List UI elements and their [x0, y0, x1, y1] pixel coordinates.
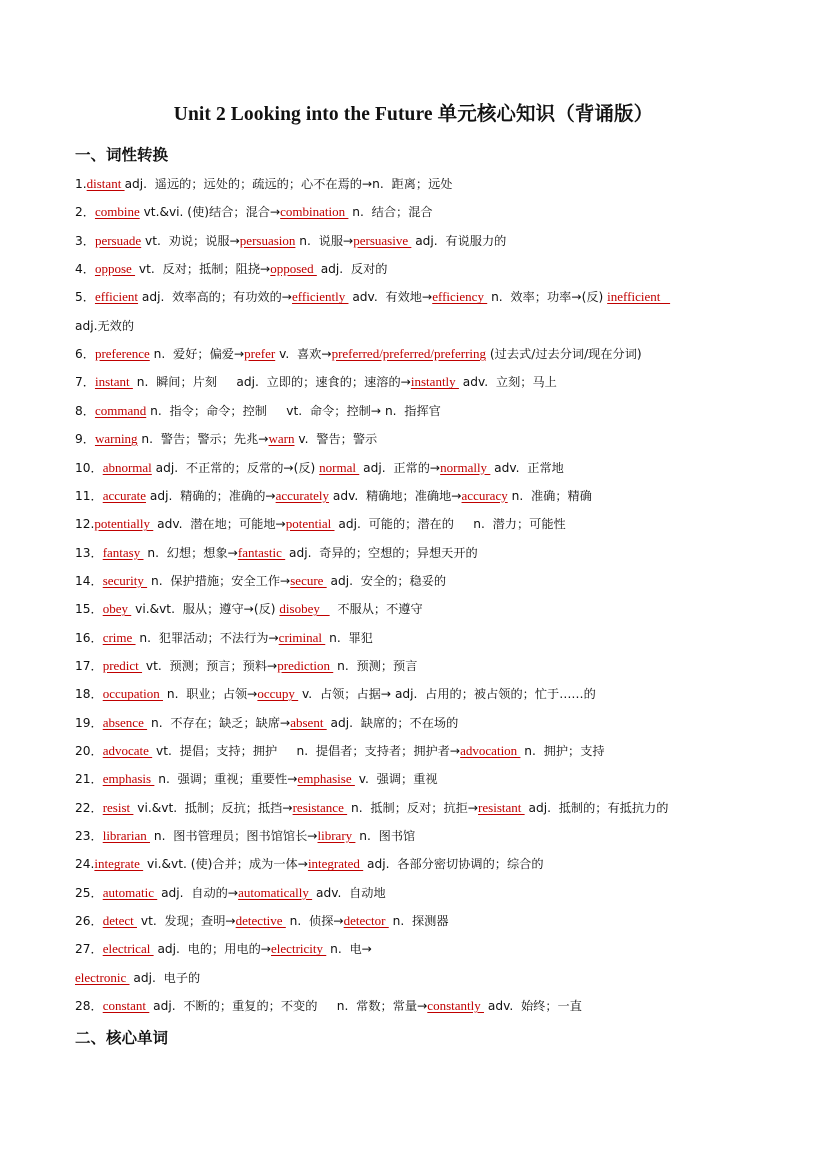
- definition-text: n. 预测；预言: [333, 658, 418, 673]
- list-item: [75, 743, 605, 759]
- answer-word: accurately: [275, 487, 330, 503]
- answer-word: obey: [102, 601, 132, 617]
- answer-word: advocate: [102, 743, 153, 758]
- definition-text: adv. 立刻；马上: [458, 375, 557, 390]
- list-item: [75, 828, 415, 844]
- definition-text: n. 瞬间；片刻 adj. 立即的；速食的；速溶的→: [132, 375, 411, 390]
- list-item: [75, 715, 458, 731]
- definition-text: 17．: [75, 658, 103, 673]
- list-item: [75, 516, 566, 532]
- answer-word: automatic: [102, 884, 158, 900]
- answer-word: crime: [102, 629, 136, 645]
- definition-text: vt. 发现；查明→: [137, 914, 236, 929]
- list-item: [75, 488, 592, 504]
- definition-text: n. 侦探→: [285, 914, 344, 929]
- list-item: [75, 545, 478, 561]
- answer-word: emphasise: [297, 771, 355, 787]
- list-item: [75, 658, 417, 674]
- definition-text: n. 抵制；反对；抗拒→: [347, 800, 479, 815]
- definition-text: 13．: [75, 545, 103, 560]
- definition-text: vi.&vt. (使)合并；成为一体→: [143, 857, 308, 872]
- answer-word: predict: [102, 657, 143, 673]
- answer-word: disobey: [279, 601, 330, 617]
- definition-text: 16．: [75, 630, 103, 645]
- definition-text: adj. 奇异的；空想的；异想天开的: [285, 545, 478, 560]
- definition-text: n. 爱好；偏爱→: [149, 347, 245, 362]
- answer-word: instant: [94, 374, 133, 390]
- definition-text: adj. 有说服力的: [411, 233, 507, 248]
- answer-word: efficient: [94, 289, 139, 305]
- definition-text: adj. 不正常的；反常的→(反): [151, 460, 320, 475]
- definition-text: adv. 正常地: [490, 460, 564, 475]
- list-item: [75, 913, 449, 929]
- answer-word: fantasy: [102, 544, 144, 560]
- definition-text: v. 强调；重视: [354, 772, 438, 787]
- definition-text: adj. 电子的: [129, 970, 201, 985]
- answer-word: distant: [86, 176, 125, 191]
- definition-text: 7．: [75, 375, 95, 390]
- answer-word: combination: [280, 204, 349, 220]
- answer-word: constantly: [427, 998, 484, 1014]
- answer-word: automatically: [238, 884, 313, 900]
- answer-word: occupy: [257, 686, 299, 702]
- definition-text: n. 幻想；想象→: [143, 545, 238, 560]
- definition-text: 不服从；不遵守: [329, 602, 423, 617]
- answer-word: opposed: [270, 261, 317, 277]
- answer-word: prefer: [244, 346, 276, 362]
- answer-word: oppose: [94, 261, 136, 277]
- definition-text: 6．: [75, 347, 95, 362]
- answer-word: normally: [440, 459, 491, 475]
- page-title: Unit 2 Looking into the Future 单元核心知识（背诵版）: [173, 104, 654, 125]
- definition-text: 12.: [75, 517, 95, 532]
- definition-text: 27．: [75, 942, 103, 957]
- definition-text: 19．: [75, 715, 103, 730]
- answer-word: resistance: [292, 799, 348, 815]
- answer-word: detector: [343, 913, 389, 929]
- answer-word: electrical: [102, 941, 154, 957]
- definition-text: adj.无效的: [75, 318, 135, 333]
- answer-word: warning: [94, 431, 138, 447]
- definition-text: vi.&vt. 服从；遵守→(反): [131, 602, 280, 617]
- definition-text: adj. 自动的→: [157, 885, 239, 900]
- definition-text: adj. 各部分密切协调的；综合的: [363, 857, 544, 872]
- answer-word: criminal: [278, 629, 326, 645]
- definition-text: adj. 正常的→: [359, 460, 441, 475]
- answer-word: command: [94, 402, 147, 418]
- section-heading-word-forms: 一、词性转换: [75, 146, 169, 164]
- definition-text: 3．: [75, 233, 95, 248]
- answer-word: warn: [268, 431, 295, 447]
- list-item: [75, 403, 441, 419]
- answer-word: absence: [102, 714, 148, 730]
- definition-text: 8．: [75, 403, 95, 418]
- answer-word: detective: [235, 913, 286, 929]
- definition-text: n. 准确；精确: [507, 488, 592, 503]
- list-item: [75, 800, 668, 816]
- list-item: [75, 771, 438, 787]
- answer-word: secure: [290, 572, 327, 588]
- definition-text: v. 喜欢→: [275, 347, 332, 362]
- list-item: [75, 374, 557, 390]
- definition-text: 11．: [75, 488, 103, 503]
- answer-word: instantly: [410, 374, 459, 390]
- answer-word: preference: [94, 346, 150, 362]
- definition-text: adj. 电的；用电的→: [153, 942, 272, 957]
- definition-text: adj. 精确的；准确的→: [146, 488, 276, 503]
- definition-text: adj. 可能的；潜在的 n. 潜力；可能性: [334, 517, 566, 532]
- answer-word: inefficient: [607, 289, 671, 305]
- definition-text: n. 强调；重视；重要性→: [154, 772, 298, 787]
- list-item: [75, 431, 377, 447]
- list-item: [75, 289, 670, 305]
- definition-text: vt.&vi. (使)结合；混合→: [139, 205, 281, 220]
- definition-text: adj. 安全的；稳妥的: [326, 573, 447, 588]
- list-item: [75, 856, 544, 872]
- definition-text: vt. 预测；预言；预料→: [142, 658, 278, 673]
- definition-text: adv. 精确地；准确地→: [329, 488, 462, 503]
- list-item: [75, 970, 200, 986]
- answer-word: normal: [319, 459, 360, 475]
- definition-text: 25．: [75, 885, 103, 900]
- definition-text: 2．: [75, 205, 95, 220]
- answer-word: resistant: [478, 799, 525, 815]
- definition-text: 20．: [75, 744, 103, 758]
- list-item: [75, 601, 423, 617]
- definition-text: 26．: [75, 914, 103, 929]
- definition-text: vt. 反对；抵制；阻挠→: [135, 262, 271, 277]
- answer-word: prediction: [277, 657, 334, 673]
- answer-word: integrated: [307, 856, 364, 872]
- section-heading-core-words: 二、核心单词: [75, 1029, 169, 1047]
- definition-text: 1.: [75, 177, 87, 191]
- answer-word: combine: [94, 204, 140, 220]
- answer-word: electronic: [75, 969, 130, 985]
- answer-word: security: [102, 572, 148, 588]
- answer-word: emphasis: [102, 771, 155, 787]
- answer-word: detect: [102, 913, 137, 929]
- answer-word: advocation: [460, 743, 521, 758]
- definition-text: n. 图书管理员；图书馆馆长→: [150, 829, 318, 844]
- definition-text: adv. 自动地: [312, 885, 386, 900]
- definition-text: 28．: [75, 999, 103, 1014]
- definition-text: adv. 始终；一直: [483, 999, 582, 1014]
- answer-word: constant: [102, 998, 150, 1014]
- answer-word: library: [317, 828, 356, 844]
- definition-text: adj. 效率高的；有功效的→: [138, 290, 293, 305]
- definition-text: 23．: [75, 829, 103, 844]
- answer-word: integrate: [94, 856, 144, 872]
- definition-text: v. 占领；占据→ adj. 占用的；被占领的；忙于……的: [298, 687, 596, 702]
- answer-word: accurate: [102, 487, 146, 503]
- definition-text: n. 效率；功率→(反): [487, 290, 608, 305]
- answer-word: fantastic: [237, 544, 286, 560]
- definition-text: n. 不存在；缺乏；缺席→: [147, 715, 291, 730]
- list-item: [75, 176, 452, 192]
- definition-text: n. 罪犯: [325, 630, 373, 645]
- definition-text: 15．: [75, 602, 103, 617]
- answer-word: absent: [290, 714, 327, 730]
- definition-text: vi.&vt. 抵制；反抗；抵挡→: [133, 800, 293, 815]
- definition-text: 9．: [75, 432, 95, 447]
- list-item: [75, 573, 446, 589]
- answer-word: electricity: [271, 941, 327, 957]
- definition-text: adv. 有效地→: [348, 290, 433, 305]
- answer-word: efficiently: [292, 289, 349, 305]
- list-item: [75, 233, 506, 249]
- list-item: [75, 686, 596, 702]
- list-item: [75, 885, 386, 901]
- answer-word: potentially: [94, 516, 154, 532]
- answer-word: persuasion: [239, 232, 296, 248]
- definition-text: adv. 潜在地；可能地→: [153, 517, 286, 532]
- answer-word: abnormal: [102, 459, 152, 475]
- answer-word: preferred/preferred/preferring: [331, 346, 487, 362]
- definition-text: 22．: [75, 800, 103, 815]
- definition-text: n. 拥护；支持: [520, 744, 605, 758]
- definition-text: n. 图书馆: [355, 829, 416, 844]
- definition-text: n. 指令；命令；控制 vt. 命令；控制→ n. 指挥官: [146, 403, 441, 418]
- definition-text: n. 结合；混合: [348, 205, 433, 220]
- list-item: [75, 346, 642, 362]
- answer-word: efficiency: [432, 289, 488, 305]
- definition-text: (过去式/过去分词/现在分词): [486, 347, 642, 362]
- definition-text: n. 说服→: [295, 233, 354, 248]
- definition-text: vt. 劝说；说服→: [141, 233, 240, 248]
- answer-word: occupation: [102, 686, 163, 702]
- answer-word: librarian: [102, 828, 150, 844]
- definition-text: adj. 不断的；重复的；不变的 n. 常数；常量→: [149, 999, 428, 1014]
- list-item: [75, 460, 564, 476]
- definition-text: n. 警告；警示；先兆→: [137, 432, 269, 447]
- definition-text: adj. 抵制的；有抵抗力的: [524, 800, 669, 815]
- definition-text: 14．: [75, 573, 103, 588]
- definition-text: n. 职业；占领→: [163, 687, 258, 702]
- answer-word: persuasive: [353, 232, 412, 248]
- definition-text: 4．: [75, 262, 95, 277]
- answer-word: potential: [285, 516, 335, 532]
- answer-word: resist: [102, 799, 134, 815]
- definition-text: 5．: [75, 290, 95, 305]
- list-item: [75, 941, 372, 957]
- list-item: [75, 998, 582, 1014]
- answer-word: persuade: [94, 232, 142, 248]
- definition-text: n. 保护措施；安全工作→: [147, 573, 291, 588]
- list-item: [75, 630, 373, 646]
- definition-text: adj. 缺席的；不在场的: [326, 715, 459, 730]
- definition-text: adj. 遥远的；远处的；疏远的；心不在焉的→n. 距离；远处: [124, 177, 453, 191]
- definition-text: n. 探测器: [388, 914, 449, 929]
- definition-text: 24.: [75, 857, 95, 872]
- definition-text: n. 犯罪活动；不法行为→: [135, 630, 279, 645]
- definition-text: 18．: [75, 687, 103, 702]
- definition-text: n. 电→: [326, 942, 372, 957]
- list-item: [75, 318, 134, 334]
- definition-text: v. 警告；警示: [294, 432, 378, 447]
- definition-text: vt. 提倡；支持；拥护 n. 提倡者；支持者；拥护者→: [152, 744, 461, 758]
- definition-text: 21．: [75, 772, 103, 787]
- answer-word: accuracy: [461, 487, 508, 503]
- definition-text: 10．: [75, 460, 103, 475]
- list-item: [75, 261, 388, 277]
- definition-text: adj. 反对的: [316, 262, 388, 277]
- list-item: [75, 204, 433, 220]
